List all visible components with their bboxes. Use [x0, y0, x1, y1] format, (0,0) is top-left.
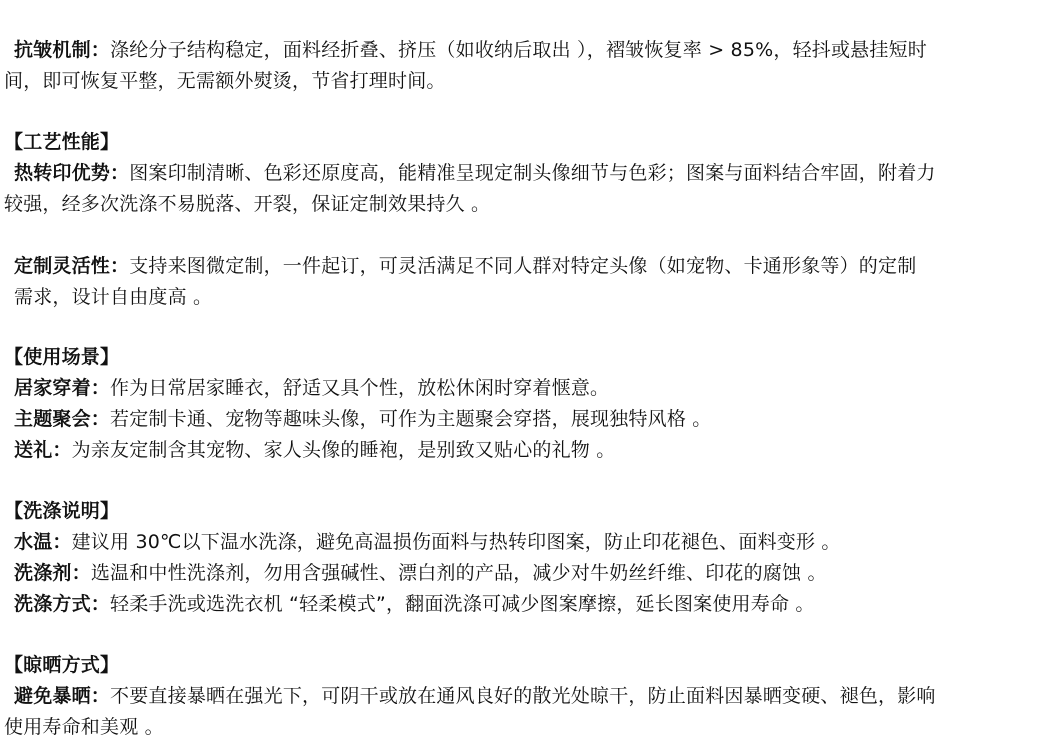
- avoid-sun-text: 不要直接暴晒在强光下，可阴干或放在通风良好的散光处晾干，防止面料因暴晒变硬、褪色，影响: [110, 685, 936, 707]
- avoid-sun-label: 避免暴晒：: [14, 685, 111, 707]
- craft-performance-heading: 【工艺性能】: [4, 131, 120, 153]
- heat-transfer-label: 热转印优势：: [14, 162, 130, 184]
- gift-label: 送礼：: [14, 439, 72, 461]
- washing-method-text: 轻柔手洗或选洗衣机 “轻柔模式”，翻面洗涤可减少图案摩擦，延长图案使用寿命 。: [110, 593, 815, 615]
- detergent-line: [14, 559, 827, 587]
- avoid-sun-line-2: 使用寿命和美观 。: [4, 716, 164, 738]
- wrinkle-resistance-label: 抗皱机制：: [14, 39, 111, 61]
- customization-line-2: 需求，设计自由度高 。: [14, 286, 213, 308]
- water-temperature-label: 水温：: [14, 531, 72, 553]
- gift-line: [14, 436, 615, 464]
- customization-text: 支持来图微定制，一件起订，可灵活满足不同人群对特定头像（如宠物、卡通形象等）的定制: [129, 255, 917, 277]
- home-wear-label: 居家穿着：: [14, 377, 111, 399]
- avoid-sun-line-1: [14, 682, 936, 710]
- gift-text: 为亲友定制含其宠物、家人头像的睡袍，是别致又贴心的礼物 。: [71, 439, 616, 461]
- home-wear-text: 作为日常居家睡衣，舒适又具个性，放松休闲时穿着惬意。: [110, 377, 610, 399]
- water-temperature-text: 建议用 30℃以下温水洗涤，避免高温损伤面料与热转印图案，防止印花褪色、面料变形 。: [71, 531, 841, 553]
- washing-method-label: 洗涤方式：: [14, 593, 111, 615]
- heat-transfer-text: 图案印制清晰、色彩还原度高，能精准呈现定制头像细节与色彩；图案与面料结合牢固，附着力: [129, 162, 936, 184]
- theme-party-label: 主题聚会：: [14, 408, 111, 430]
- theme-party-text: 若定制卡通、宠物等趣味头像，可作为主题聚会穿搭，展现独特风格 。: [110, 408, 712, 430]
- customization-line-1: [14, 252, 916, 280]
- water-temperature-line: [14, 528, 841, 556]
- customization-label: 定制灵活性：: [14, 255, 130, 277]
- home-wear-line: [14, 374, 609, 402]
- wrinkle-resistance-text: 涤纶分子结构稳定，面料经折叠、挤压（如收纳后取出 ），褶皱恢复率 > 85%，轻抖或悬挂短时: [110, 39, 927, 61]
- washing-instructions-heading: 【洗涤说明】: [4, 500, 120, 522]
- heat-transfer-line-1: [14, 159, 936, 187]
- wrinkle-resistance-line-2: 间，即可恢复平整，无需额外熨烫，节省打理时间。: [4, 70, 446, 92]
- detergent-text: 选温和中性洗涤剂，勿用含强碱性、漂白剂的产品，减少对牛奶丝纤维、印花的腐蚀 。: [90, 562, 827, 584]
- usage-scenes-heading: 【使用场景】: [4, 346, 120, 368]
- drying-method-heading: 【晾晒方式】: [4, 654, 120, 676]
- theme-party-line: [14, 405, 711, 433]
- wrinkle-resistance-line-1: [14, 36, 927, 64]
- heat-transfer-line-2: 较强，经多次洗涤不易脱落、开裂，保证定制效果持久 。: [4, 193, 491, 215]
- washing-method-line: [14, 590, 815, 618]
- detergent-label: 洗涤剂：: [14, 562, 91, 584]
